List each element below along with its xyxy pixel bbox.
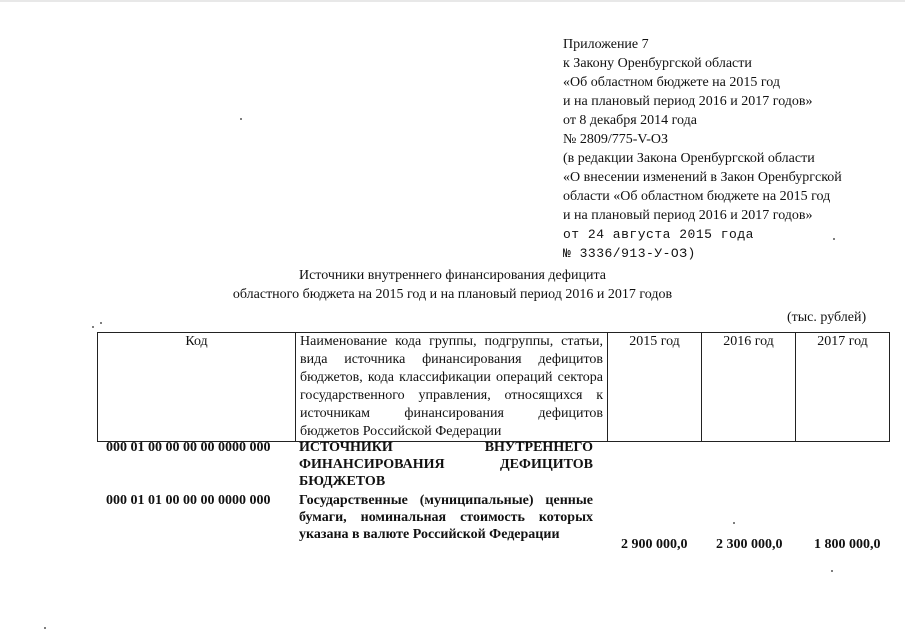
annex-line: № 2809/775-V-ОЗ — [563, 132, 669, 147]
annex-line-typed: от 24 августа 2015 года — [563, 227, 754, 242]
header-2017: 2017 год — [796, 333, 890, 442]
row-value-2017: 1 800 000,0 — [814, 537, 881, 552]
annex-line: от 8 декабря 2014 года — [563, 113, 697, 128]
header-code: Код — [98, 333, 296, 442]
header-2016: 2016 год — [702, 333, 796, 442]
units-label: (тыс. рублей) — [787, 310, 867, 325]
scan-speck — [833, 238, 835, 240]
annex-line: к Закону Оренбургской области — [563, 56, 752, 71]
scan-speck — [92, 326, 94, 328]
scan-top-edge — [0, 0, 905, 2]
scan-speck — [100, 322, 102, 324]
document-title — [0, 266, 905, 304]
header-2015: 2015 год — [608, 333, 702, 442]
annex-line: Приложение 7 — [563, 37, 649, 52]
row-name: ИСТОЧНИКИ ВНУТРЕННЕГО ФИНАНСИРОВАНИЯ ДЕФИЦИТОВ БЮДЖЕТОВ — [299, 440, 593, 489]
annex-line: «Об областном бюджете на 2015 год — [563, 75, 780, 90]
row-code: 000 01 01 00 00 00 0000 000 — [106, 493, 271, 508]
annex-line: и на плановый период 2016 и 2017 годов» — [563, 208, 813, 223]
scan-speck — [44, 627, 46, 629]
table-header — [97, 332, 890, 442]
annex-line: области «Об областном бюджете на 2015 год — [563, 189, 831, 204]
scan-speck — [831, 570, 833, 572]
title-line-1: Источники внутреннего финансирования дефицита — [298, 268, 606, 283]
scan-speck — [733, 522, 735, 524]
title-line-2: областного бюджета на 2015 год и на плановый период 2016 и 2017 годов — [232, 287, 673, 302]
row-value-2015: 2 900 000,0 — [621, 537, 688, 552]
annex-line: и на плановый период 2016 и 2017 годов» — [563, 94, 813, 109]
scan-speck — [240, 118, 242, 120]
row-value-2016: 2 300 000,0 — [716, 537, 783, 552]
row-code: 000 01 00 00 00 00 0000 000 — [106, 440, 271, 455]
annex-line-typed: № 3336/913-У-ОЗ) — [563, 246, 696, 261]
row-name: Государственные (муниципальные) ценные бумаги, номинальная стоимость которых указана в валюте Российской Федерации — [299, 493, 593, 542]
annex-line: «О внесении изменений в Закон Оренбургской — [563, 170, 842, 185]
header-name: Наименование кода группы, подгруппы, статьи, вида источника финансирования дефицитов бюджетов, кода классификации операций сектора государственного управления, относящихся к источникам финансирования дефицитов бюджетов Российской Федерации — [296, 333, 608, 442]
annex-line: (в редакции Закона Оренбургской области — [563, 151, 815, 166]
